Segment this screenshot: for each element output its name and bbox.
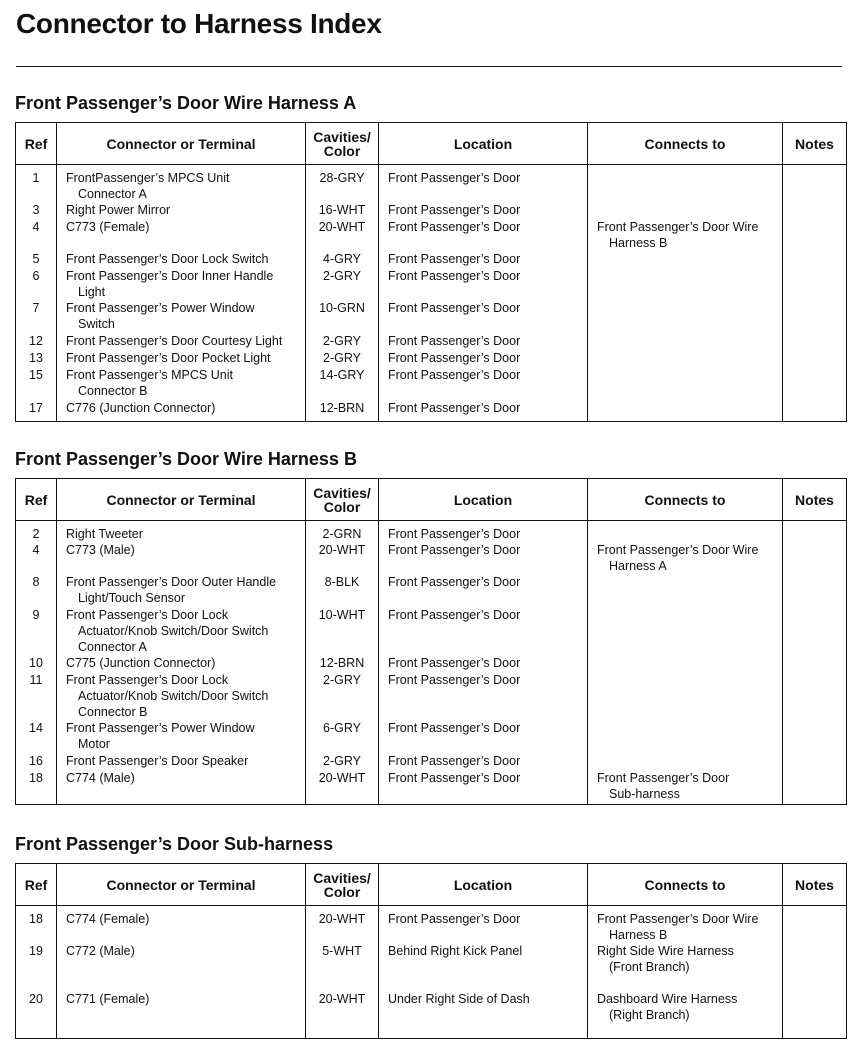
header-text: Notes — [795, 491, 834, 508]
page-title: Connector to Harness Index — [16, 8, 382, 39]
location-cell: Front Passenger’s Door — [379, 219, 588, 251]
ref-cell: 16 — [16, 753, 57, 770]
location-cell: Front Passenger’s Door — [379, 165, 588, 203]
connects-to-cell — [588, 165, 783, 203]
location-cell: Front Passenger’s Door — [379, 672, 588, 720]
cavities-cell: 5-WHT — [306, 943, 379, 991]
connector-cell — [57, 521, 306, 543]
connects-to-cell — [588, 300, 783, 333]
ref-cell: 9 — [16, 607, 57, 655]
header-text: Notes — [795, 876, 834, 893]
connector-text: Front Passenger’s Door Lock — [66, 608, 229, 622]
cavities-cell: 2-GRN — [306, 521, 379, 543]
connector-text: FrontPassenger’s MPCS Unit — [66, 171, 230, 185]
connector-cell — [57, 165, 306, 203]
connector-cell — [57, 672, 306, 720]
ref-cell: 13 — [16, 350, 57, 367]
header-text: Connects to — [644, 876, 726, 893]
connects-to-cell — [588, 367, 783, 400]
connector-text: Motor — [78, 737, 110, 751]
connector-text: C773 (Male) — [66, 543, 135, 557]
location-header — [379, 123, 588, 165]
notes-header — [783, 123, 847, 165]
connector-text: Front Passenger’s Door Lock Switch — [66, 252, 269, 266]
header-text: Color — [323, 142, 361, 159]
cavities-cell: 4-GRY — [306, 251, 379, 268]
location-cell: Front Passenger’s Door — [379, 268, 588, 300]
cavities-cell: 2-GRY — [306, 268, 379, 300]
cavities-color-header — [306, 479, 379, 521]
notes-cell — [783, 672, 847, 720]
connects-to-cell — [588, 607, 783, 655]
connector-cell — [57, 574, 306, 607]
connector-index-table — [15, 122, 847, 422]
location-cell: Front Passenger’s Door — [379, 251, 588, 268]
connects-to-cell — [588, 268, 783, 300]
connects-to-cell — [588, 943, 783, 991]
notes-cell — [783, 251, 847, 268]
ref-cell: 3 — [16, 202, 57, 219]
connector-cell — [57, 753, 306, 770]
ref-header — [16, 123, 57, 165]
connects-to-text: Front Passenger’s Door Wire — [597, 912, 759, 926]
notes-cell — [783, 521, 847, 543]
ref-cell: 1 — [16, 165, 57, 203]
connects-to-cell — [588, 219, 783, 251]
cavities-cell: 12-BRN — [306, 655, 379, 672]
section-harness-b — [15, 448, 846, 805]
connects-to-header — [588, 123, 783, 165]
table-row — [16, 770, 847, 805]
cavities-cell: 6-GRY — [306, 720, 379, 753]
cavities-cell: 20-WHT — [306, 991, 379, 1038]
connector-cell — [57, 906, 306, 944]
notes-cell — [783, 574, 847, 607]
connector-cell — [57, 400, 306, 421]
connects-to-cell — [588, 400, 783, 421]
location-cell: Front Passenger’s Door — [379, 367, 588, 400]
connects-to-cell — [588, 574, 783, 607]
notes-cell — [783, 906, 847, 944]
ref-cell: 18 — [16, 906, 57, 944]
connects-to-header — [588, 479, 783, 521]
ref-cell: 20 — [16, 991, 57, 1038]
header-row — [16, 123, 847, 165]
location-cell: Front Passenger’s Door — [379, 350, 588, 367]
connector-cell — [57, 770, 306, 805]
notes-header — [783, 479, 847, 521]
connector-text: Right Power Mirror — [66, 203, 171, 217]
section-title: Front Passenger’s Door Wire Harness A — [15, 93, 357, 113]
connects-to-cell — [588, 655, 783, 672]
header-text: Cavities/ — [313, 484, 371, 501]
section-title: Front Passenger’s Door Sub-harness — [15, 834, 334, 854]
table-row — [16, 165, 847, 203]
table-row — [16, 219, 847, 251]
connector-text: Connector B — [78, 384, 148, 398]
connector-cell — [57, 202, 306, 219]
ref-cell: 14 — [16, 720, 57, 753]
header-text: Ref — [24, 491, 48, 508]
connector-text: C772 (Male) — [66, 944, 135, 958]
connects-to-text: Front Passenger’s Door — [597, 771, 730, 785]
header-text: Ref — [24, 135, 48, 152]
connects-to-text: Sub-harness — [609, 787, 680, 801]
connector-text: Switch — [78, 317, 115, 331]
notes-cell — [783, 991, 847, 1038]
header-text: Cavities/ — [313, 128, 371, 145]
location-cell: Front Passenger’s Door — [379, 753, 588, 770]
location-cell: Front Passenger’s Door — [379, 542, 588, 574]
cavities-cell: 20-WHT — [306, 770, 379, 805]
connector-text: Front Passenger’s MPCS Unit — [66, 368, 233, 382]
notes-cell — [783, 720, 847, 753]
connector-index-table — [15, 478, 847, 805]
ref-cell: 7 — [16, 300, 57, 333]
connects-to-cell — [588, 251, 783, 268]
header-text: Notes — [795, 135, 834, 152]
ref-cell: 4 — [16, 219, 57, 251]
title-divider — [16, 66, 842, 67]
connector-cell — [57, 350, 306, 367]
table-row — [16, 350, 847, 367]
notes-cell — [783, 367, 847, 400]
ref-header — [16, 479, 57, 521]
ref-header — [16, 864, 57, 906]
connector-header — [57, 123, 306, 165]
location-cell: Front Passenger’s Door — [379, 607, 588, 655]
header-text: Connects to — [644, 135, 726, 152]
cavities-cell: 14-GRY — [306, 367, 379, 400]
connects-to-text: Dashboard Wire Harness — [597, 992, 738, 1006]
header-text: Color — [323, 498, 361, 515]
location-cell: Front Passenger’s Door — [379, 770, 588, 805]
connects-to-cell — [588, 770, 783, 805]
connects-to-cell — [588, 521, 783, 543]
connector-text: C774 (Female) — [66, 912, 150, 926]
header-text: Connector or Terminal — [106, 876, 256, 893]
section-harness-a — [15, 92, 846, 422]
connector-text: Front Passenger’s Door Outer Handle — [66, 575, 277, 589]
table-row — [16, 607, 847, 655]
table-row — [16, 574, 847, 607]
table-row — [16, 367, 847, 400]
header-text: Location — [453, 491, 513, 508]
header-row — [16, 479, 847, 521]
table-row — [16, 521, 847, 543]
connects-to-text: Front Passenger’s Door Wire — [597, 543, 759, 557]
location-cell: Behind Right Kick Panel — [379, 943, 588, 991]
connects-to-cell — [588, 906, 783, 944]
header-row — [16, 864, 847, 906]
ref-cell: 4 — [16, 542, 57, 574]
connects-to-cell — [588, 720, 783, 753]
connector-cell — [57, 720, 306, 753]
connector-cell — [57, 943, 306, 991]
cavities-cell: 2-GRY — [306, 672, 379, 720]
connector-text: Front Passenger’s Door Pocket Light — [66, 351, 271, 365]
table-row — [16, 251, 847, 268]
ref-cell: 5 — [16, 251, 57, 268]
ref-cell: 18 — [16, 770, 57, 805]
ref-cell: 15 — [16, 367, 57, 400]
header-text: Cavities/ — [313, 869, 371, 886]
cavities-cell: 10-WHT — [306, 607, 379, 655]
connector-text: C775 (Junction Connector) — [66, 656, 216, 670]
connector-text: Front Passenger’s Door Lock — [66, 673, 229, 687]
notes-cell — [783, 350, 847, 367]
connects-to-text: Harness B — [609, 236, 668, 250]
connector-text: Actuator/Knob Switch/Door Switch — [78, 624, 269, 638]
connector-text: Connector A — [78, 187, 147, 201]
connects-to-cell — [588, 991, 783, 1038]
location-cell: Front Passenger’s Door — [379, 655, 588, 672]
table-row — [16, 268, 847, 300]
connector-cell — [57, 542, 306, 574]
notes-cell — [783, 607, 847, 655]
connector-header — [57, 479, 306, 521]
notes-cell — [783, 655, 847, 672]
connector-text: Connector A — [78, 640, 147, 654]
cavities-color-header — [306, 123, 379, 165]
connects-to-cell — [588, 350, 783, 367]
connects-to-text: Harness B — [609, 928, 668, 942]
ref-cell: 6 — [16, 268, 57, 300]
location-cell: Front Passenger’s Door — [379, 202, 588, 219]
cavities-cell: 2-GRY — [306, 350, 379, 367]
ref-cell: 8 — [16, 574, 57, 607]
table-row — [16, 202, 847, 219]
header-text: Ref — [24, 876, 48, 893]
header-text: Connector or Terminal — [106, 135, 256, 152]
connector-index-table — [15, 863, 847, 1039]
connector-text: Front Passenger’s Door Inner Handle — [66, 269, 274, 283]
cavities-cell: 2-GRY — [306, 753, 379, 770]
location-cell: Front Passenger’s Door — [379, 906, 588, 944]
header-text: Connector or Terminal — [106, 491, 256, 508]
header-text: Connects to — [644, 491, 726, 508]
cavities-cell: 12-BRN — [306, 400, 379, 421]
notes-cell — [783, 542, 847, 574]
connector-cell — [57, 655, 306, 672]
notes-header — [783, 864, 847, 906]
table-row — [16, 672, 847, 720]
table-row — [16, 655, 847, 672]
location-cell: Front Passenger’s Door — [379, 300, 588, 333]
connects-to-cell — [588, 333, 783, 350]
table-row — [16, 720, 847, 753]
table-row — [16, 906, 847, 944]
connector-text: C771 (Female) — [66, 992, 150, 1006]
cavities-cell: 20-WHT — [306, 219, 379, 251]
location-header — [379, 864, 588, 906]
connector-text: Right Tweeter — [66, 527, 143, 541]
location-cell: Front Passenger’s Door — [379, 720, 588, 753]
notes-cell — [783, 219, 847, 251]
connector-text: Connector B — [78, 705, 148, 719]
notes-cell — [783, 400, 847, 421]
connector-text: Light/Touch Sensor — [78, 591, 186, 605]
notes-cell — [783, 753, 847, 770]
section-title: Front Passenger’s Door Wire Harness B — [15, 449, 357, 469]
connects-to-text: Harness A — [609, 559, 667, 573]
header-text: Color — [323, 883, 361, 900]
connector-cell — [57, 607, 306, 655]
notes-cell — [783, 943, 847, 991]
location-cell: Front Passenger’s Door — [379, 400, 588, 421]
connects-to-text: (Front Branch) — [609, 960, 690, 974]
connector-text: C773 (Female) — [66, 220, 150, 234]
table-row — [16, 991, 847, 1038]
section-sub-harness — [15, 833, 846, 1039]
table-row — [16, 943, 847, 991]
notes-cell — [783, 202, 847, 219]
header-text: Location — [453, 135, 513, 152]
cavities-color-header — [306, 864, 379, 906]
connects-to-header — [588, 864, 783, 906]
notes-cell — [783, 770, 847, 805]
location-cell: Front Passenger’s Door — [379, 333, 588, 350]
cavities-cell: 20-WHT — [306, 542, 379, 574]
connector-text: Front Passenger’s Power Window — [66, 721, 255, 735]
cavities-cell: 16-WHT — [306, 202, 379, 219]
connector-cell — [57, 991, 306, 1038]
location-cell: Under Right Side of Dash — [379, 991, 588, 1038]
table-row — [16, 542, 847, 574]
location-cell: Front Passenger’s Door — [379, 521, 588, 543]
ref-cell: 19 — [16, 943, 57, 991]
ref-cell: 10 — [16, 655, 57, 672]
connector-cell — [57, 367, 306, 400]
table-row — [16, 333, 847, 350]
connector-text: C774 (Male) — [66, 771, 135, 785]
notes-cell — [783, 268, 847, 300]
cavities-cell: 28-GRY — [306, 165, 379, 203]
connector-cell — [57, 251, 306, 268]
connector-text: Front Passenger’s Door Speaker — [66, 754, 249, 768]
ref-cell: 11 — [16, 672, 57, 720]
connects-to-cell — [588, 672, 783, 720]
cavities-cell: 2-GRY — [306, 333, 379, 350]
connector-cell — [57, 268, 306, 300]
cavities-cell: 10-GRN — [306, 300, 379, 333]
connector-cell — [57, 300, 306, 333]
connector-text: Front Passenger’s Door Courtesy Light — [66, 334, 283, 348]
cavities-cell: 8-BLK — [306, 574, 379, 607]
connector-cell — [57, 219, 306, 251]
notes-cell — [783, 165, 847, 203]
header-text: Location — [453, 876, 513, 893]
connects-to-text: Right Side Wire Harness — [597, 944, 734, 958]
connector-text: C776 (Junction Connector) — [66, 401, 216, 415]
location-header — [379, 479, 588, 521]
ref-cell: 2 — [16, 521, 57, 543]
cavities-cell: 20-WHT — [306, 906, 379, 944]
connector-text: Light — [78, 285, 106, 299]
ref-cell: 17 — [16, 400, 57, 421]
connector-cell — [57, 333, 306, 350]
table-row — [16, 300, 847, 333]
ref-cell: 12 — [16, 333, 57, 350]
notes-cell — [783, 300, 847, 333]
table-row — [16, 753, 847, 770]
connects-to-text: Front Passenger’s Door Wire — [597, 220, 759, 234]
connects-to-text: (Right Branch) — [609, 1008, 690, 1022]
connector-text: Front Passenger’s Power Window — [66, 301, 255, 315]
connector-header — [57, 864, 306, 906]
table-row — [16, 400, 847, 421]
connector-text: Actuator/Knob Switch/Door Switch — [78, 689, 269, 703]
connects-to-cell — [588, 542, 783, 574]
notes-cell — [783, 333, 847, 350]
location-cell: Front Passenger’s Door — [379, 574, 588, 607]
connects-to-cell — [588, 202, 783, 219]
connects-to-cell — [588, 753, 783, 770]
